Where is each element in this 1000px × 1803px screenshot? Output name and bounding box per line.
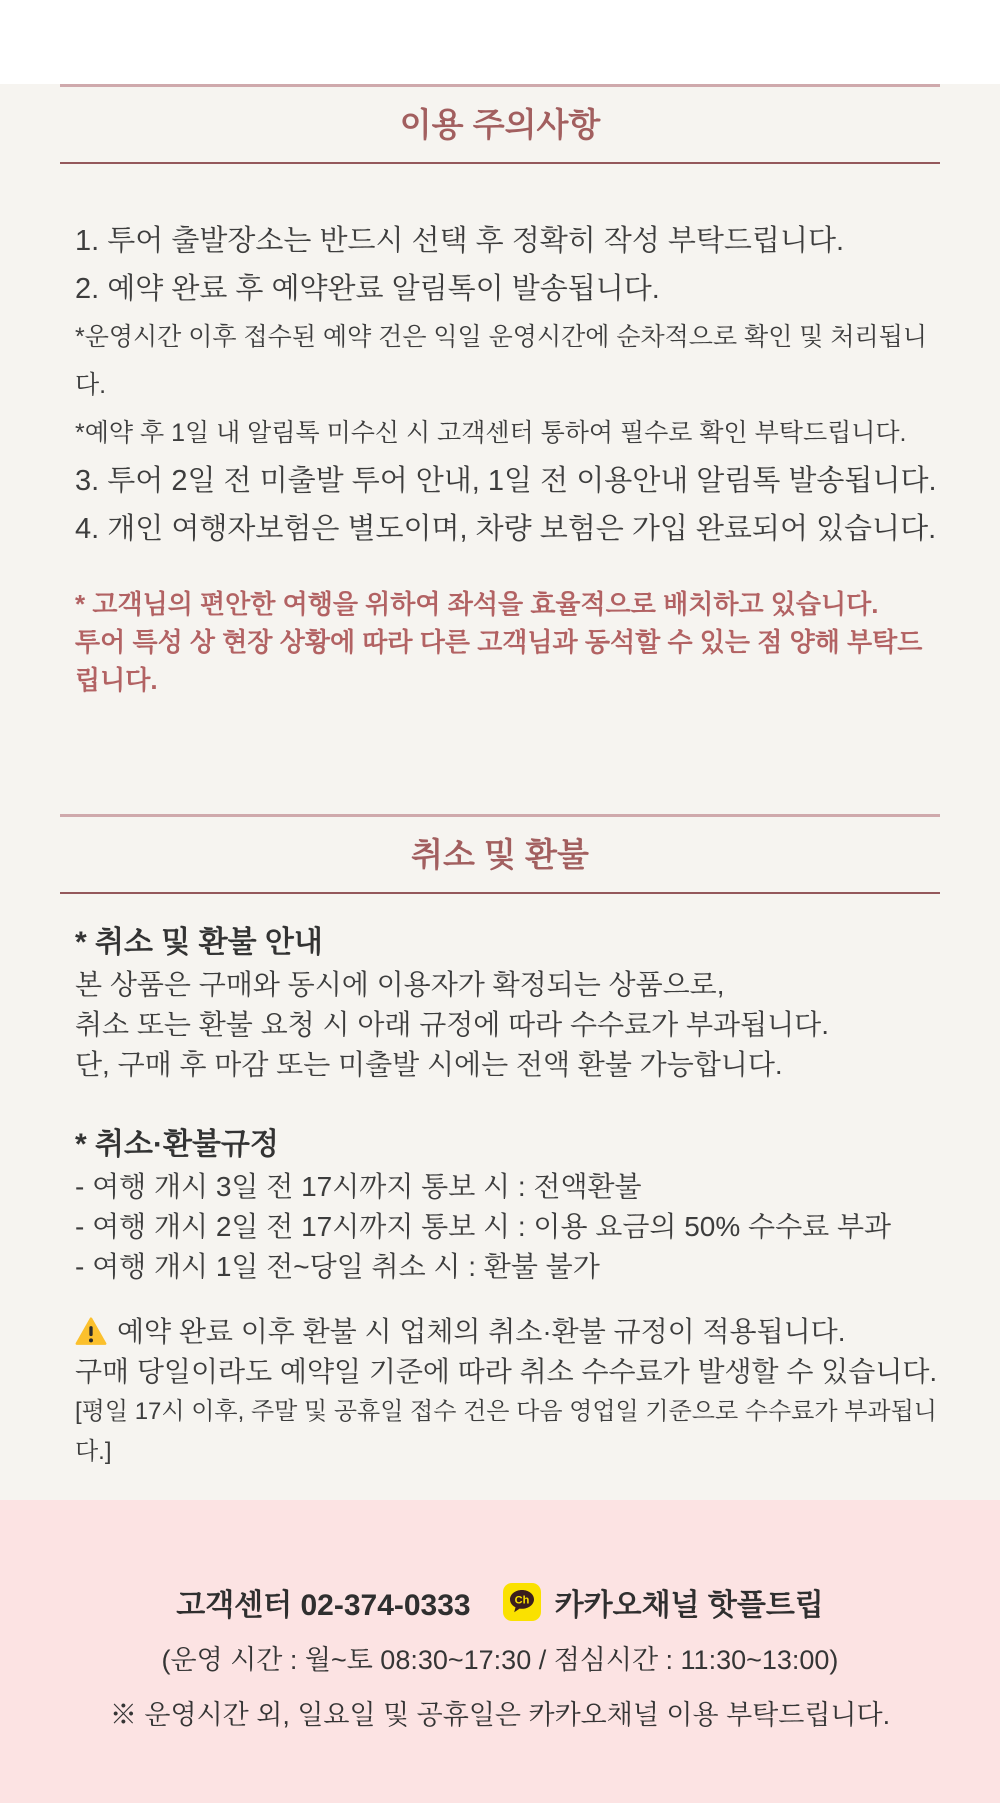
footer-hours: (운영 시간 : 월~토 08:30~17:30 / 점심시간 : 11:30~13:00) <box>161 1645 839 1675</box>
refund-policy-line: - 여행 개시 2일 전 17시까지 통보 시 : 이용 요금의 50% 수수료 부과 <box>75 1211 892 1242</box>
warning-triangle-icon <box>75 1317 107 1347</box>
refund-warning-line: 구매 당일이라도 예약일 기준에 따라 취소 수수료가 발생할 수 있습니다. <box>75 1356 938 1387</box>
kakao-channel-icon <box>503 1583 541 1621</box>
highlight-line: 투어 특성 상 현장 상황에 따라 다른 고객님과 동석할 수 있는 점 양해 부탁드립니다. <box>75 627 923 695</box>
refund-warning-block <box>60 1312 940 1472</box>
refund-policy-block <box>60 1123 940 1287</box>
customer-center-phone: 고객센터 02-374-0333 <box>176 1589 471 1622</box>
refund-warning-note: [평일 17시 이후, 주말 및 공휴일 접수 건은 다음 영업일 기준으로 수수료가 부과됩니다.] <box>75 1398 937 1465</box>
seat-highlight-block <box>60 585 940 699</box>
refund-warning-line <box>75 1312 940 1352</box>
notice-item: 4. 개인 여행자보험은 별도이며, 차량 보험은 가입 완료되어 있습니다. <box>75 513 937 545</box>
notice-item-note: *운영시간 이후 접수된 예약 건은 익일 운영시간에 순차적으로 확인 및 처리됩니다. <box>75 323 927 399</box>
footer-note: ※ 운영시간 외, 일요일 및 공휴일은 카카오채널 이용 부탁드립니다. <box>109 1700 891 1730</box>
notice-item: 1. 투어 출발장소는 반드시 선택 후 정확히 작성 부탁드립니다. <box>75 225 845 257</box>
refund-policy-line: - 여행 개시 1일 전~당일 취소 시 : 환불 불가 <box>75 1251 600 1282</box>
refund-policy-line: - 여행 개시 3일 전 17시까지 통보 시 : 전액환불 <box>75 1171 642 1202</box>
customer-center-footer <box>0 1500 1000 1803</box>
kakao-icon-label: Ch <box>514 1594 529 1607</box>
notice-item-note: *예약 후 1일 내 알림톡 미수신 시 고객센터 통하여 필수로 확인 부탁드립니다. <box>75 419 907 447</box>
divider-bottom <box>60 892 940 894</box>
notice-title: 이용 주의사항 <box>399 106 601 143</box>
footer-contact-row <box>0 1580 1000 1624</box>
refund-policy-heading: * 취소·환불규정 <box>75 1128 279 1161</box>
refund-guide-heading: * 취소 및 환불 안내 <box>75 926 323 959</box>
refund-warning-text: 예약 완료 이후 환불 시 업체의 취소·환불 규정이 적용됩니다. <box>117 1316 846 1347</box>
tour-notice-page <box>0 84 1000 1745</box>
notice-section-header <box>60 84 940 164</box>
refund-guide-line: 단, 구매 후 마감 또는 미출발 시에는 전액 환불 가능합니다. <box>75 1049 783 1080</box>
refund-title: 취소 및 환불 <box>411 836 589 873</box>
notice-item: 2. 예약 완료 후 예약완료 알림톡이 발송됩니다. <box>75 273 660 305</box>
divider-bottom <box>60 162 940 164</box>
refund-guide-block <box>60 921 940 1085</box>
refund-guide-line: 취소 또는 환불 요청 시 아래 규정에 따라 수수료가 부과됩니다. <box>75 1009 829 1040</box>
notice-list <box>60 217 940 553</box>
refund-section-header <box>60 814 940 894</box>
highlight-line: * 고객님의 편안한 여행을 위하여 좌석을 효율적으로 배치하고 있습니다. <box>75 589 879 619</box>
kakao-channel-name: 카카오채널 핫플트립 <box>554 1589 824 1622</box>
refund-guide-line: 본 상품은 구매와 동시에 이용자가 확정되는 상품으로, <box>75 969 725 1000</box>
notice-item: 3. 투어 2일 전 미출발 투어 안내, 1일 전 이용안내 알림톡 발송됩니다. <box>75 465 937 497</box>
